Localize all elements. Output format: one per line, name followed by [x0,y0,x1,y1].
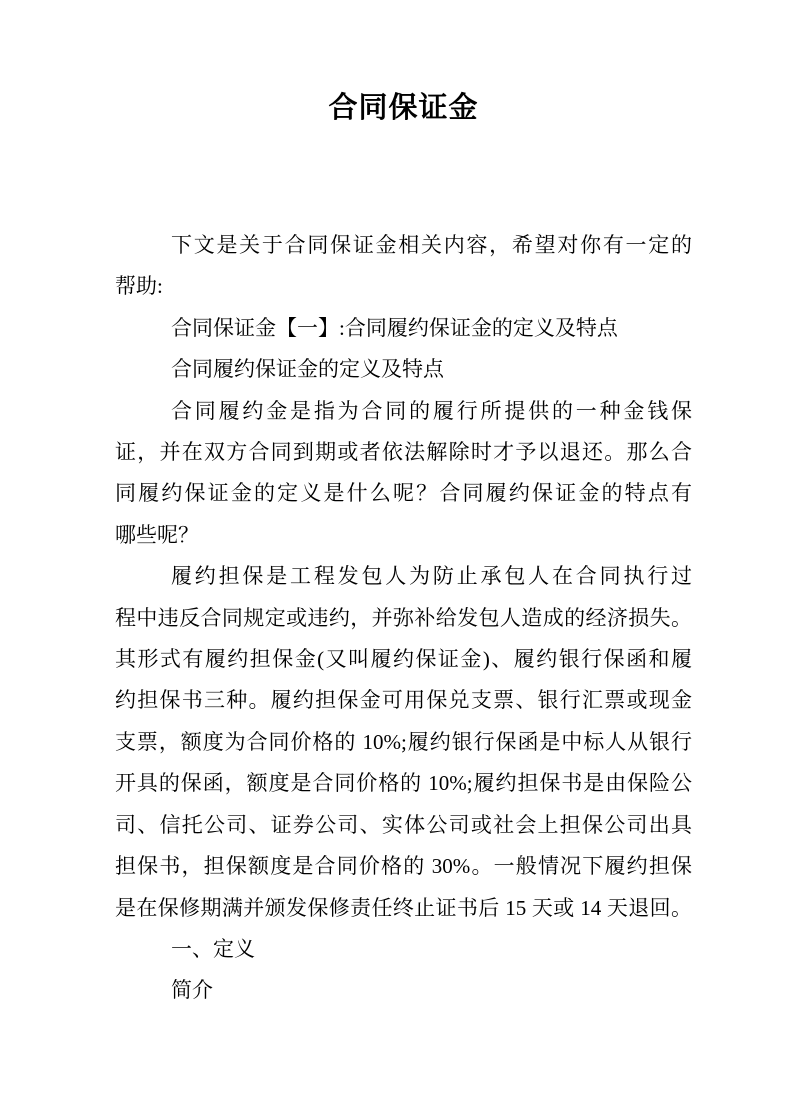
text-line: 证，并在双方合同到期或者依法解除时才予以退还。那么合 [115,440,692,465]
document-body [115,225,692,1012]
text-line: 帮助: [115,274,163,299]
text-line: 履约担保是工程发包人为防止承包人在合同执行过 [171,564,692,589]
text-line: 担保书，担保额度是合同价格的 30%。一般情况下履约担保 [115,854,692,879]
text-line: 哪些呢？ [115,522,199,547]
text-line: 同履约保证金的定义是什么呢？合同履约保证金的特点有 [115,481,692,506]
text-line: 司、信托公司、证券公司、实体公司或社会上担保公司出具 [115,812,692,837]
text-line: 开具的保函，额度是合同价格的 10%;履约担保书是由保险公 [115,771,692,796]
text-line: 约担保书三种。履约担保金可用保兑支票、银行汇票或现金 [115,688,692,713]
text-line: 其形式有履约担保金(又叫履约保证金)、履约银行保函和履 [115,647,692,672]
text-line: 程中违反合同规定或违约，并弥补给发包人造成的经济损失。 [115,605,692,630]
text-line: 合同履约保证金的定义及特点 [171,357,444,382]
document-title: 合同保证金 [328,92,479,124]
text-line: 是在保修期满并颁发保修责任终止证书后 15 天或 14 天退回。 [115,895,692,920]
text-line: 合同保证金【一】:合同履约保证金的定义及特点 [171,315,618,340]
text-line: 一、定义 [171,936,255,961]
text-line: 支票，额度为合同价格的 10%;履约银行保函是中标人从银行 [115,729,692,754]
text-line: 合同履约金是指为合同的履行所提供的一种金钱保 [171,398,692,423]
text-line: 下文是关于合同保证金相关内容，希望对你有一定的 [171,233,692,257]
text-line: 简介 [171,978,213,1003]
